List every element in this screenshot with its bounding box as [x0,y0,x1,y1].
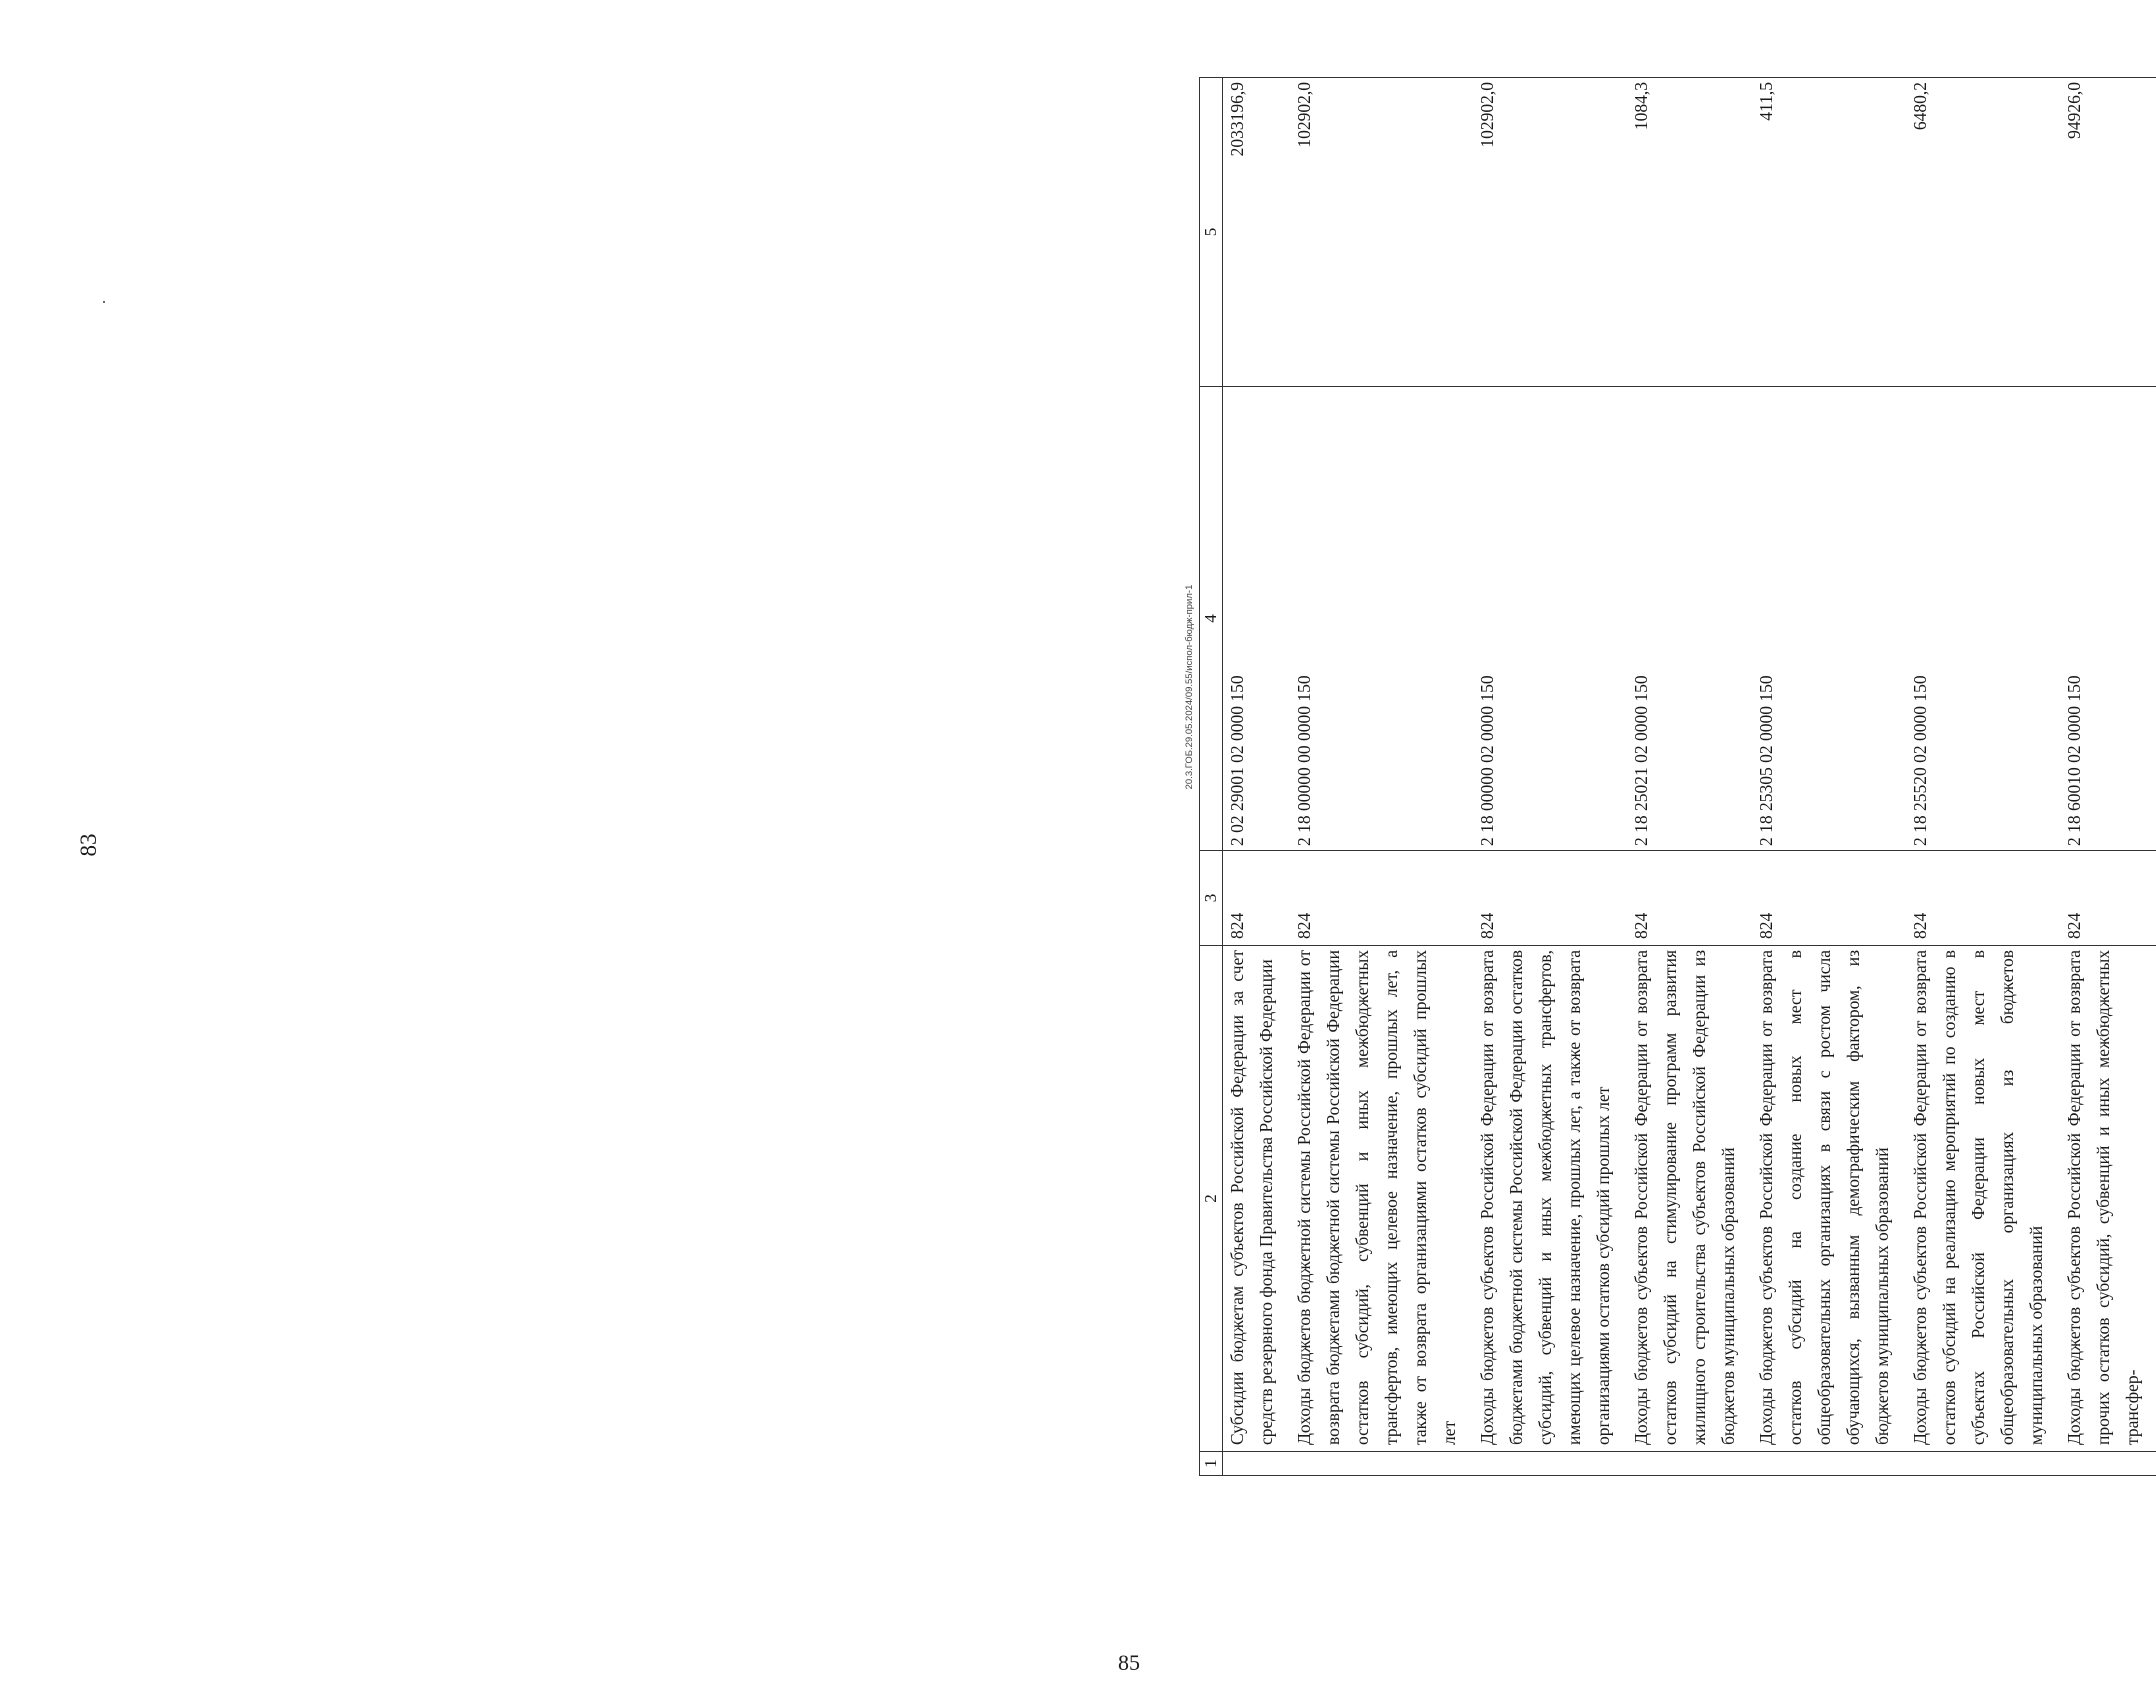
row-number [1290,1452,1473,1476]
row-number [1223,1452,1291,1476]
amount: 102902,0 [1473,78,1627,387]
footer-page-number: 85 [1118,1650,1140,1675]
page-number: 83 [76,833,101,857]
budget-classification-code: 2 18 25520 02 0000 150 [1906,387,2060,851]
budget-classification-code: 2 18 25021 02 0000 150 [1627,387,1752,851]
admin-code: 824 [1752,851,1906,946]
row-number [1906,1452,2060,1476]
budget-classification-code: 2 02 29001 02 0000 150 [1223,387,1291,851]
table-header-row [1200,78,1223,1476]
budget-classification-code: 2 18 25305 02 0000 150 [1752,387,1906,851]
table-row [1752,78,1906,1476]
admin-code: 824 [1906,851,2060,946]
row-description: Доходы бюджетов субъектов Российской Федерации от возврата бюджетами бюджетной системы Российской Федерации остатков субсидий, субвенций и иных межбюджетных трансфертов, имеющих целевое назначение, прошлых лет, а также от возврата организациями остатков субсидий прошлых лет [1473,946,1627,1452]
header-col-5: 5 [1200,78,1223,387]
revenue-table-container [1199,78,2142,1476]
row-number [1473,1452,1627,1476]
row-description: Доходы бюджетов субъектов Российской Федерации от возврата остатков субсидий на реализацию мероприятий по созданию в субъектах Российской Федерации новых мест в общеобразовательных организациях из бюджетов муниципальных образований [1906,946,2060,1452]
row-number [2060,1452,2156,1476]
row-description: Субсидии бюджетам субъектов Российской Федерации за счет средств резервного фонда Правительства Российской Федерации [1223,946,1291,1452]
budget-classification-code: 2 18 00000 00 0000 150 [1290,387,1473,851]
admin-code: 824 [1223,851,1291,946]
row-description: Доходы бюджетов субъектов Российской Федерации от возврата остатков субсидий на создание новых мест в общеобразовательных организациях в связи с ростом числа обучающихся, вызванным демографическим фактором, из бюджетов муниципальных образований [1752,946,1906,1452]
amount: 2033196,9 [1223,78,1291,387]
admin-code: 824 [1627,851,1752,946]
revenue-table [1199,77,2156,1476]
scan-speck [103,301,105,303]
document-stamp: 20.3.ГОБ.29.05.2024/09.55/испол-бюдж-прил-1 [1184,584,1195,790]
header-col-3: 3 [1200,851,1223,946]
budget-classification-code: 2 18 60010 02 0000 150 [2060,387,2156,851]
budget-classification-code: 2 18 00000 02 0000 150 [1473,387,1627,851]
table-row [1473,78,1627,1476]
table-row [1906,78,2060,1476]
header-col-1: 1 [1200,1452,1223,1476]
row-description: Доходы бюджетов субъектов Российской Федерации от возврата остатков субсидий на стимулирование программ развития жилищного строительства субъектов Российской Федерации из бюджетов муниципальных образований [1627,946,1752,1452]
amount: 102902,0 [1290,78,1473,387]
admin-code: 824 [2060,851,2156,946]
table-row [2060,78,2156,1476]
table-row [1223,78,1291,1476]
amount: 6480,2 [1906,78,2060,387]
admin-code: 824 [1473,851,1627,946]
table-row [1290,78,1473,1476]
row-description: Доходы бюджетов бюджетной системы Российской Федерации от возврата бюджетами бюджетной системы Российской Федерации остатков субсидий, субвенций и иных межбюджетных трансфертов, имеющих целевое назначение, прошлых лет, а также от возврата организациями остатков субсидий прошлых лет [1290,946,1473,1452]
row-number [1752,1452,1906,1476]
amount: 1084,3 [1627,78,1752,387]
amount: 94926,0 [2060,78,2156,387]
header-col-2: 2 [1200,946,1223,1452]
row-description: Доходы бюджетов субъектов Российской Федерации от возврата прочих остатков субсидий, субвенций и иных межбюджетных трансфер- [2060,946,2156,1452]
table-row [1627,78,1752,1476]
admin-code: 824 [1290,851,1473,946]
row-number [1627,1452,1752,1476]
amount: 411,5 [1752,78,1906,387]
header-col-4: 4 [1200,387,1223,851]
